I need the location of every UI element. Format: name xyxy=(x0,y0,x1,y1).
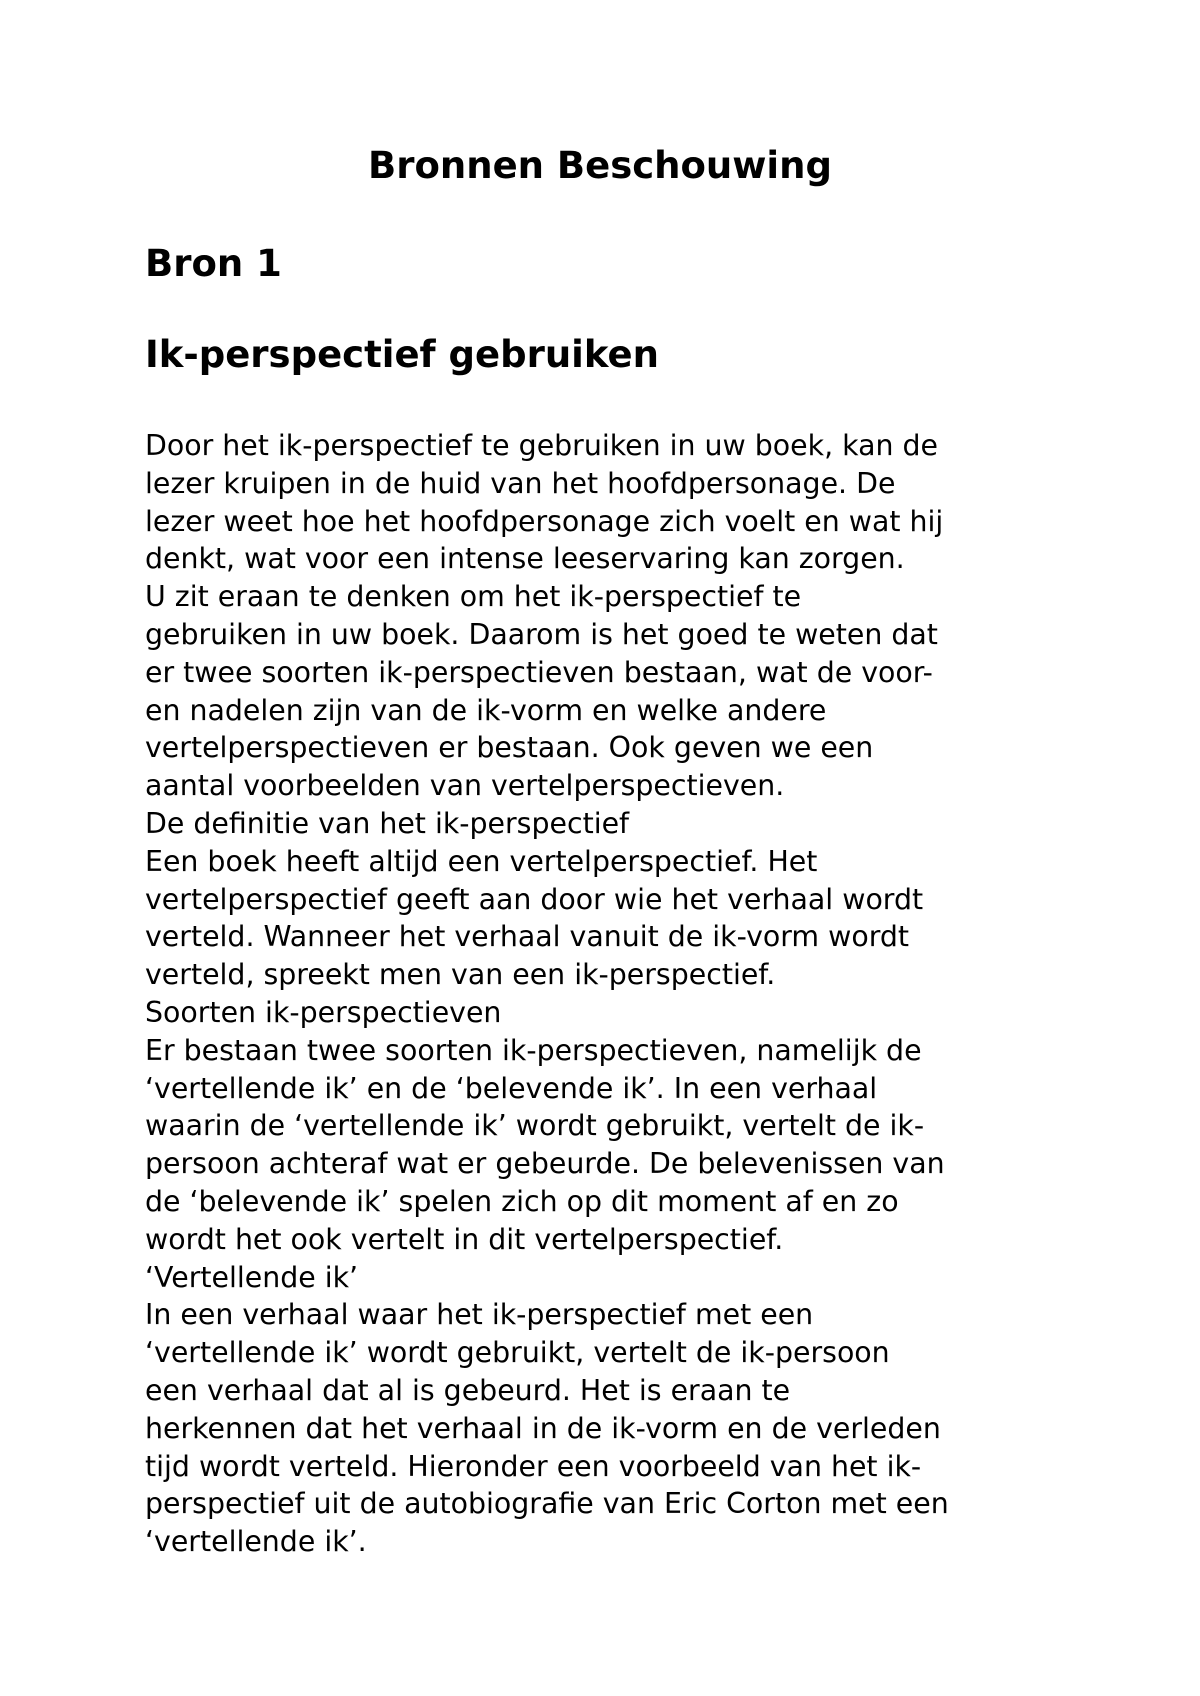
text-line: herkennen dat het verhaal in de ik-vorm en de verleden xyxy=(145,1411,941,1445)
text-line: In een verhaal waar het ik-perspectief met een xyxy=(145,1298,814,1332)
text-line: U zit eraan te denken om het ik-perspectief te xyxy=(145,580,802,614)
body-text xyxy=(145,427,1075,1561)
section-heading: Ik-perspectief gebruiken xyxy=(145,333,659,376)
text-line: wordt het ook vertelt in dit vertelperspectief. xyxy=(145,1222,784,1256)
subheading-types: Soorten ik-perspectieven xyxy=(145,995,502,1029)
document-title: Bronnen Beschouwing xyxy=(368,144,832,187)
text-line: en nadelen zijn van de ik-vorm en welke andere xyxy=(145,693,827,727)
text-line: ‘vertellende ik’. xyxy=(145,1525,367,1559)
text-line: Een boek heeft altijd een vertelperspectief. Het xyxy=(145,844,818,878)
text-line: Door het ik-perspectief te gebruiken in uw boek, kan de xyxy=(145,429,938,462)
text-line: ‘vertellende ik’ en de ‘belevende ik’. In een verhaal xyxy=(145,1071,878,1105)
text-line: denkt, wat voor een intense leeservaring kan zorgen. xyxy=(145,542,905,576)
text-line: verteld. Wanneer het verhaal vanuit de ik-vorm wordt xyxy=(145,920,910,954)
text-line: aantal voorbeelden van vertelperspectieven. xyxy=(145,769,785,803)
text-line: persoon achteraf wat er gebeurde. De belevenissen van xyxy=(145,1147,945,1181)
source-heading: Bron 1 xyxy=(145,242,282,285)
text-line: lezer weet hoe het hoofdpersonage zich voelt en wat hij xyxy=(145,504,944,538)
text-line: de ‘belevende ik’ spelen zich op dit moment af en zo xyxy=(145,1184,899,1218)
text-line: lezer kruipen in de huid van het hoofdpersonage. De xyxy=(145,466,896,500)
text-line: Er bestaan twee soorten ik-perspectieven, namelijk de xyxy=(145,1033,922,1067)
text-line: ‘vertellende ik’ wordt gebruikt, vertelt de ik-persoon xyxy=(145,1336,890,1370)
text-line: perspectief uit de autobiografie van Eric Corton met een xyxy=(145,1487,949,1521)
text-line: gebruiken in uw boek. Daarom is het goed te weten dat xyxy=(145,617,938,651)
text-line: waarin de ‘vertellende ik’ wordt gebruikt, vertelt de ik- xyxy=(145,1109,925,1143)
subheading-vertellende-ik: ‘Vertellende ik’ xyxy=(145,1260,359,1294)
text-line: een verhaal dat al is gebeurd. Het is eraan te xyxy=(145,1373,791,1407)
text-line: vertelperspectieven er bestaan. Ook geven we een xyxy=(145,731,874,765)
text-line: tijd wordt verteld. Hieronder een voorbeeld van het ik- xyxy=(145,1449,922,1483)
text-line: verteld, spreekt men van een ik-perspectief. xyxy=(145,958,776,992)
text-line: vertelperspectief geeft aan door wie het verhaal wordt xyxy=(145,882,924,916)
subheading-definition: De definitie van het ik-perspectief xyxy=(145,806,630,840)
text-line: er twee soorten ik-perspectieven bestaan, wat de voor- xyxy=(145,655,933,689)
